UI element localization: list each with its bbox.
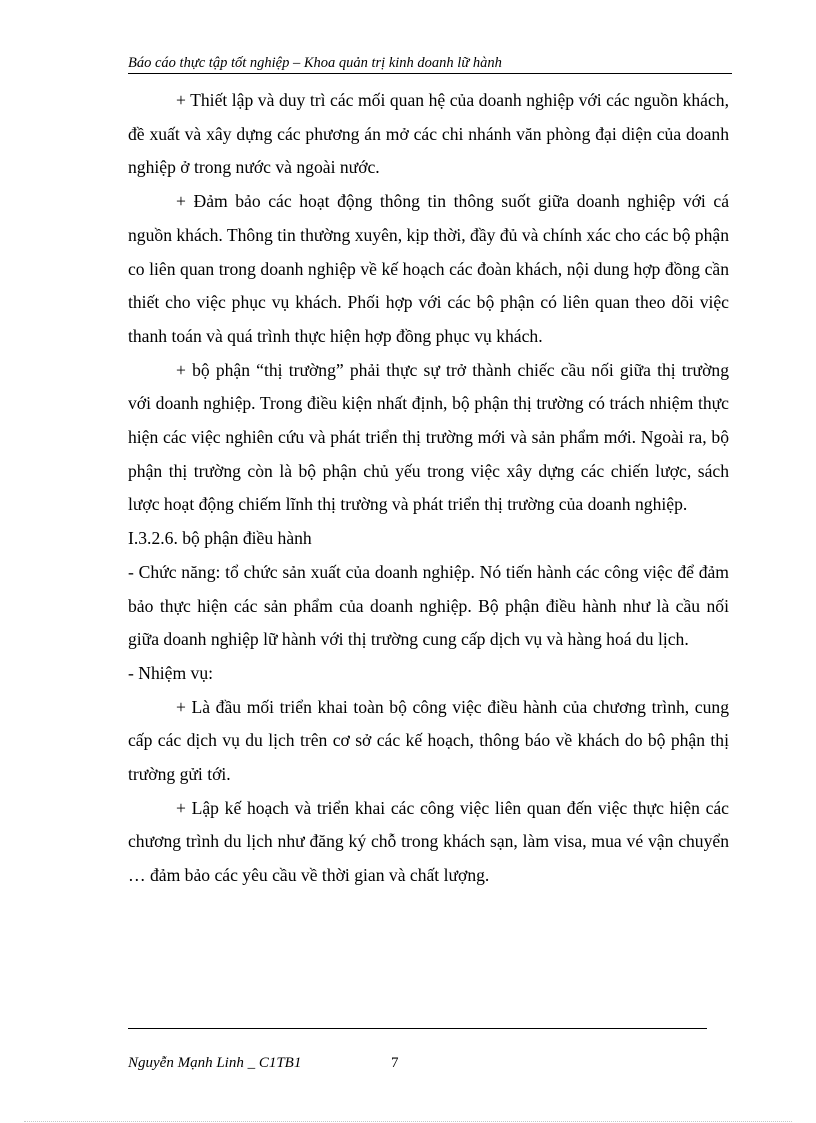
paragraph-function: - Chức năng: tổ chức sản xuất của doanh nghiệp. Nó tiến hành các công việc để đảm bảo thực hiện các sản phẩm của doanh nghiệp. Bộ phận điều hành như là cầu nối giữa doanh nghiệp lữ hành với thị trường cung cấp dịch vụ và hàng hoá du lịch.	[128, 561, 729, 650]
paragraph-duty-coordination: + Là đầu mối triển khai toàn bộ công việc điều hành của chương trình, cung cấp các dịch vụ du lịch trên cơ sở các kế hoạch, thông báo về khách do bộ phận thị trường gửi tới.	[128, 696, 729, 785]
page-number: 7	[391, 1055, 399, 1071]
footer-divider	[128, 1028, 707, 1029]
document-body	[128, 84, 729, 893]
footer-author: Nguyễn Mạnh Linh _ C1TB1	[128, 1055, 302, 1071]
paragraph-information-flow: + Đảm bảo các hoạt động thông tin thông suốt giữa doanh nghiệp với cá nguồn khách. Thông tin thường xuyên, kịp thời, đầy đủ và chính xác cho các bộ phận co liên quan trong doanh nghiệp về kế hoạch các đoàn khách, nội dung hợp đồng cần thiết cho việc phục vụ khách. Phối hợp với các bộ phận có liên quan theo dõi việc thanh toán và quá trình thực hiện hợp đồng phục vụ khách.	[128, 191, 729, 346]
page-edge-divider	[24, 1121, 792, 1122]
paragraph-duties-label: - Nhiệm vụ:	[128, 662, 214, 683]
paragraph-duty-planning: + Lập kế hoạch và triển khai các công việc liên quan đến việc thực hiện các chương trình du lịch như đăng ký chỗ trong khách sạn, làm visa, mua vé vận chuyển … đảm bảo các yêu cầu về thời gian và chất lượng.	[128, 797, 729, 886]
section-heading: I.3.2.6. bộ phận điều hành	[128, 528, 312, 549]
page-header: Báo cáo thực tập tốt nghiệp – Khoa quản trị kinh doanh lữ hành	[128, 54, 732, 74]
paragraph-market-relations: + Thiết lập và duy trì các mối quan hệ của doanh nghiệp với các nguồn khách, đề xuất và xây dựng các phương án mở các chi nhánh văn phòng đại diện của doanh nghiệp ở trong nước và ngoài nước.	[128, 90, 729, 178]
paragraph-market-bridge: + bộ phận “thị trường” phải thực sự trở thành chiếc cầu nối giữa thị trường với doanh nghiệp. Trong điều kiện nhất định, bộ phận thị trường có trách nhiệm thực hiện các việc nghiên cứu và phát triển thị trường mới và sản phẩm mới. Ngoài ra, bộ phận thị trường còn là bộ phận chủ yếu trong việc xây dựng các chiến lược, sách lược hoạt động chiếm lĩnh thị trường và phát triển thị trường của doanh nghiệp.	[128, 359, 729, 515]
